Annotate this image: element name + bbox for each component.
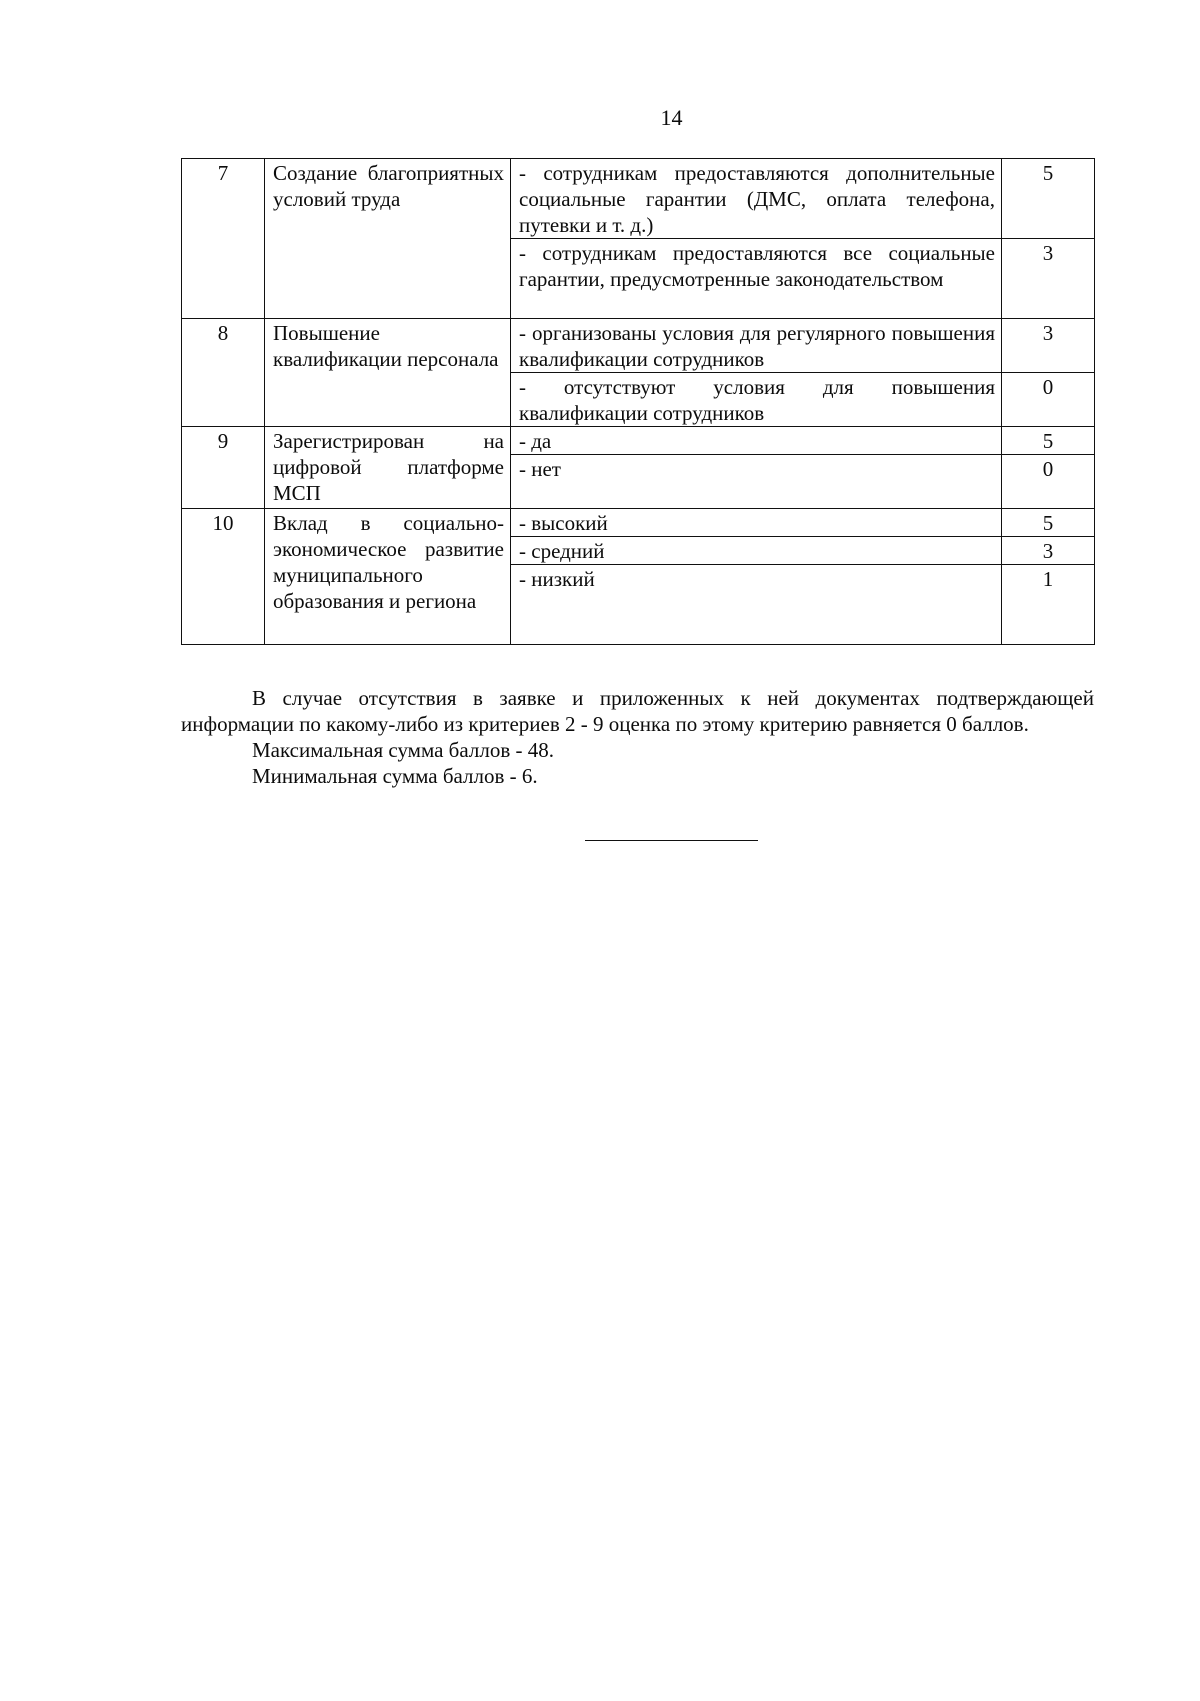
criterion-option: - низкий [511, 565, 1002, 645]
criterion-number: 10 [182, 509, 265, 645]
scoring-note [181, 685, 1094, 789]
criterion-number: 9 [182, 427, 265, 509]
criterion-option: - организованы условия для регулярного повышения квалификации сотрудников [511, 319, 1002, 373]
criterion-option: - отсутствуют условия для повышения квалификации сотрудников [511, 373, 1002, 427]
option-score: 5 [1002, 159, 1095, 239]
option-score: 5 [1002, 509, 1095, 537]
option-score: 1 [1002, 565, 1095, 645]
option-score: 5 [1002, 427, 1095, 455]
criterion-option: - высокий [511, 509, 1002, 537]
table-row [182, 509, 1095, 537]
criterion-name: Зарегистрирован на цифровой платформе МСП [265, 427, 511, 509]
criteria-table [181, 158, 1095, 645]
option-score: 3 [1002, 537, 1095, 565]
criterion-option: - средний [511, 537, 1002, 565]
table-row [182, 159, 1095, 239]
option-score: 0 [1002, 455, 1095, 509]
option-score: 3 [1002, 319, 1095, 373]
criterion-option: - сотрудникам предоставляются дополнительные социальные гарантии (ДМС, оплата телефона, путевки и т. д.) [511, 159, 1002, 239]
page-number: 14 [660, 105, 683, 130]
criterion-number: 7 [182, 159, 265, 319]
table-row [182, 427, 1095, 455]
option-score: 0 [1002, 373, 1095, 427]
criterion-name: Повышение квалификации персонала [265, 319, 511, 427]
min-score-line: Минимальная сумма баллов - 6. [252, 764, 538, 788]
max-score-line: Максимальная сумма баллов - 48. [252, 738, 554, 762]
criterion-option: - нет [511, 455, 1002, 509]
missing-info-paragraph: В случае отсутствия в заявке и приложенных к ней документах подтверждающей информации по какому-либо из критериев 2 - 9 оценка по этому критерию равняется 0 баллов. [181, 686, 1094, 736]
end-divider [585, 840, 758, 841]
option-score: 3 [1002, 239, 1095, 319]
criterion-option: - сотрудникам предоставляются все социальные гарантии, предусмотренные законодательством [511, 239, 1002, 319]
criterion-option: - да [511, 427, 1002, 455]
criterion-name: Вклад в социально-экономическое развитие муниципального образования и региона [265, 509, 511, 645]
table-row [182, 319, 1095, 373]
criterion-name: Создание благоприятных условий труда [265, 159, 511, 319]
criterion-number: 8 [182, 319, 265, 427]
